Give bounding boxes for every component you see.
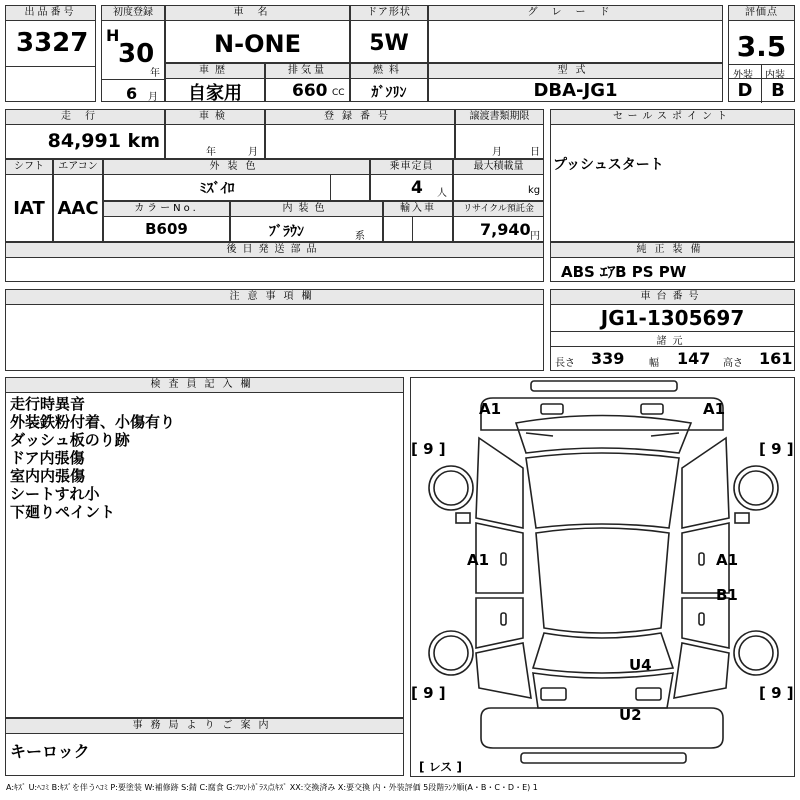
first-reg-month-unit: 月 bbox=[148, 92, 158, 103]
model-name-box bbox=[165, 5, 350, 63]
tire-front-left-value: 9 bbox=[423, 440, 434, 458]
max-load-unit: kg bbox=[528, 185, 541, 196]
model-code-header: 型式 bbox=[429, 64, 722, 79]
grade-header: グレード bbox=[429, 6, 722, 21]
inspector-note: 下廻りペイント bbox=[10, 503, 116, 521]
aircon-header: エアコン bbox=[54, 160, 102, 175]
transfer-box bbox=[455, 109, 544, 159]
lens-label: [ レス ] bbox=[419, 760, 462, 774]
capacity-value: 4 bbox=[411, 178, 423, 198]
interior-header: 内装 bbox=[765, 70, 785, 81]
sales-point-header: セールスポイント bbox=[551, 110, 794, 125]
length-value: 339 bbox=[591, 349, 625, 368]
transfer-month-unit: 月 bbox=[492, 147, 502, 158]
inspector-note: ダッシュ板のり跡 bbox=[10, 431, 130, 449]
inspector-notes bbox=[10, 395, 175, 521]
inspector-note: 室内内張傷 bbox=[10, 467, 86, 485]
lot-box bbox=[5, 5, 96, 102]
model-name-value: N-ONE bbox=[214, 30, 301, 58]
recycle-value: 7,940 bbox=[480, 220, 531, 239]
mileage-box bbox=[5, 109, 165, 159]
color-no-header: カラーNo. bbox=[104, 202, 229, 217]
first-reg-era: H bbox=[106, 26, 120, 45]
inspector-header: 検査員記入欄 bbox=[6, 378, 403, 393]
max-load-header: 最大積載量 bbox=[454, 160, 543, 175]
exterior-color-value: ﾐｽﾞｲﾛ bbox=[199, 181, 235, 197]
door-value: 5W bbox=[369, 31, 409, 56]
exterior-color-box bbox=[103, 159, 370, 201]
legend: A:ｷｽﾞ U:ﾍｺﾐ B:ｷｽﾞを伴うﾍｺﾐ P:要塗装 W:補修跡 S:錆 C:腐食 G:ﾌﾛﾝﾄｶﾞﾗｽ点ｷｽﾞ XX:交換済み X:要交換 内・外装評価 5段階ﾗﾝｸ順(A・B・C・D・E) 1 bbox=[6, 783, 538, 792]
color-no-value: B609 bbox=[145, 220, 188, 238]
office-header: 事務局よりご案内 bbox=[6, 719, 403, 734]
later-parts-header: 後日発送部品 bbox=[6, 243, 543, 258]
import-box bbox=[383, 201, 453, 242]
capacity-header: 乗車定員 bbox=[371, 160, 452, 175]
lot-number: 3327 bbox=[16, 28, 89, 58]
shift-value: IAT bbox=[13, 198, 45, 219]
first-reg-box bbox=[101, 5, 165, 102]
inspection-header: 車検 bbox=[166, 110, 264, 125]
mileage-header: 走行 bbox=[6, 110, 164, 125]
model-code-value: DBA-JG1 bbox=[533, 80, 618, 101]
exterior-color-header: 外装色 bbox=[104, 160, 369, 175]
interior-score: B bbox=[771, 80, 785, 101]
tire-rear-right-value: 9 bbox=[771, 684, 782, 702]
tire-front-left: [ 9 ] bbox=[411, 440, 446, 458]
interior-color-box bbox=[230, 201, 383, 242]
height-label: 高さ bbox=[723, 358, 743, 369]
fuel-box bbox=[350, 63, 428, 102]
tire-rear-left: [ 9 ] bbox=[411, 684, 446, 702]
capacity-box bbox=[370, 159, 453, 201]
tire-rear-left-value: 9 bbox=[423, 684, 434, 702]
transfer-header: 譲渡書類期限 bbox=[456, 110, 543, 125]
recycle-box bbox=[453, 201, 544, 242]
width-value: 147 bbox=[677, 349, 711, 368]
sales-point-value: プッシュスタート bbox=[553, 157, 664, 173]
first-reg-month: 6 bbox=[126, 84, 138, 103]
color-no-box bbox=[103, 201, 230, 242]
first-reg-year: 30 bbox=[118, 39, 155, 69]
exterior-score: D bbox=[737, 80, 753, 101]
import-header: 輸入車 bbox=[384, 202, 452, 217]
max-load-box bbox=[453, 159, 544, 201]
chassis-value: JG1-1305697 bbox=[600, 306, 745, 330]
inspection-month-unit: 月 bbox=[248, 147, 258, 158]
height-value: 161 bbox=[759, 349, 793, 368]
history-value: 自家用 bbox=[188, 83, 242, 104]
score-box bbox=[728, 5, 795, 102]
tire-front-right-value: 9 bbox=[771, 440, 782, 458]
aircon-box bbox=[53, 159, 103, 242]
history-box bbox=[165, 63, 265, 102]
first-reg-header: 初度登録 bbox=[102, 6, 164, 21]
recycle-unit: 円 bbox=[530, 231, 540, 242]
damage-mark-rear-bumper: U4 bbox=[629, 656, 652, 674]
exterior-header: 外装 bbox=[733, 70, 753, 81]
chassis-box bbox=[550, 289, 795, 371]
caution-box bbox=[5, 289, 544, 371]
chassis-header: 車台番号 bbox=[551, 290, 794, 305]
mileage-value: 84,991 km bbox=[47, 130, 160, 152]
damage-mark-rear-lower: U2 bbox=[619, 706, 642, 724]
interior-color-header: 内装色 bbox=[231, 202, 382, 217]
inspector-note: ドア内張傷 bbox=[10, 449, 85, 467]
fuel-header: 燃料 bbox=[351, 64, 427, 79]
width-label: 幅 bbox=[649, 358, 659, 369]
registration-box bbox=[265, 109, 455, 159]
score-header: 評価点 bbox=[729, 6, 794, 21]
inspector-box bbox=[5, 377, 404, 718]
damage-mark-left-door: A1 bbox=[467, 551, 490, 569]
inspection-year-unit: 年 bbox=[206, 147, 216, 158]
door-box bbox=[350, 5, 428, 63]
office-box bbox=[5, 718, 404, 776]
spec-header: 諸元 bbox=[656, 336, 689, 347]
score-value: 3.5 bbox=[736, 30, 787, 63]
tire-front-right: [ 9 ] bbox=[759, 440, 794, 458]
interior-color-value: ﾌﾞﾗｳﾝ bbox=[269, 224, 304, 240]
tire-rear-right: [ 9 ] bbox=[759, 684, 794, 702]
history-header: 車歴 bbox=[166, 64, 264, 79]
sales-point-box bbox=[550, 109, 795, 242]
first-reg-year-unit: 年 bbox=[150, 68, 160, 79]
model-name-header: 車名 bbox=[166, 6, 349, 21]
displacement-box bbox=[265, 63, 350, 102]
displacement-value: 660 bbox=[292, 81, 328, 101]
door-header: ドア形状 bbox=[351, 6, 427, 21]
shift-header: シフト bbox=[6, 160, 52, 175]
inspector-note: 外装鉄粉付着、小傷有り bbox=[10, 413, 176, 431]
equipment-value: ABS ｴｱB PS PW bbox=[561, 263, 687, 281]
car-outline bbox=[411, 378, 794, 776]
displacement-header: 排気量 bbox=[266, 64, 349, 79]
damage-mark-front-right: A1 bbox=[703, 400, 726, 418]
interior-color-unit: 系 bbox=[355, 231, 365, 242]
damage-mark-right-rear-door: B1 bbox=[716, 586, 738, 604]
later-parts-box bbox=[5, 242, 544, 282]
shift-box bbox=[5, 159, 53, 242]
capacity-unit: 人 bbox=[437, 188, 447, 199]
grade-box bbox=[428, 5, 723, 63]
displacement-unit: CC bbox=[332, 88, 345, 98]
equipment-header: 純正装備 bbox=[551, 243, 794, 258]
model-code-box bbox=[428, 63, 723, 102]
equipment-box bbox=[550, 242, 795, 282]
aircon-value: AAC bbox=[57, 198, 99, 219]
recycle-header: リサイクル預託金 bbox=[454, 202, 543, 217]
damage-mark-right-door: A1 bbox=[716, 551, 739, 569]
inspector-note: シートすれ小 bbox=[10, 485, 100, 503]
caution-header: 注意事項欄 bbox=[6, 290, 543, 305]
lot-header: 出品番号 bbox=[6, 6, 95, 21]
inspection-box bbox=[165, 109, 265, 159]
registration-header: 登録番号 bbox=[266, 110, 454, 125]
office-value: キーロック bbox=[10, 742, 90, 761]
damage-mark-front-left: A1 bbox=[479, 400, 502, 418]
length-label: 長さ bbox=[555, 358, 575, 369]
vehicle-diagram bbox=[410, 377, 795, 777]
fuel-value: ｶﾞｿﾘﾝ bbox=[371, 85, 407, 101]
inspector-note: 走行時異音 bbox=[10, 395, 86, 413]
transfer-day-unit: 日 bbox=[530, 147, 540, 158]
